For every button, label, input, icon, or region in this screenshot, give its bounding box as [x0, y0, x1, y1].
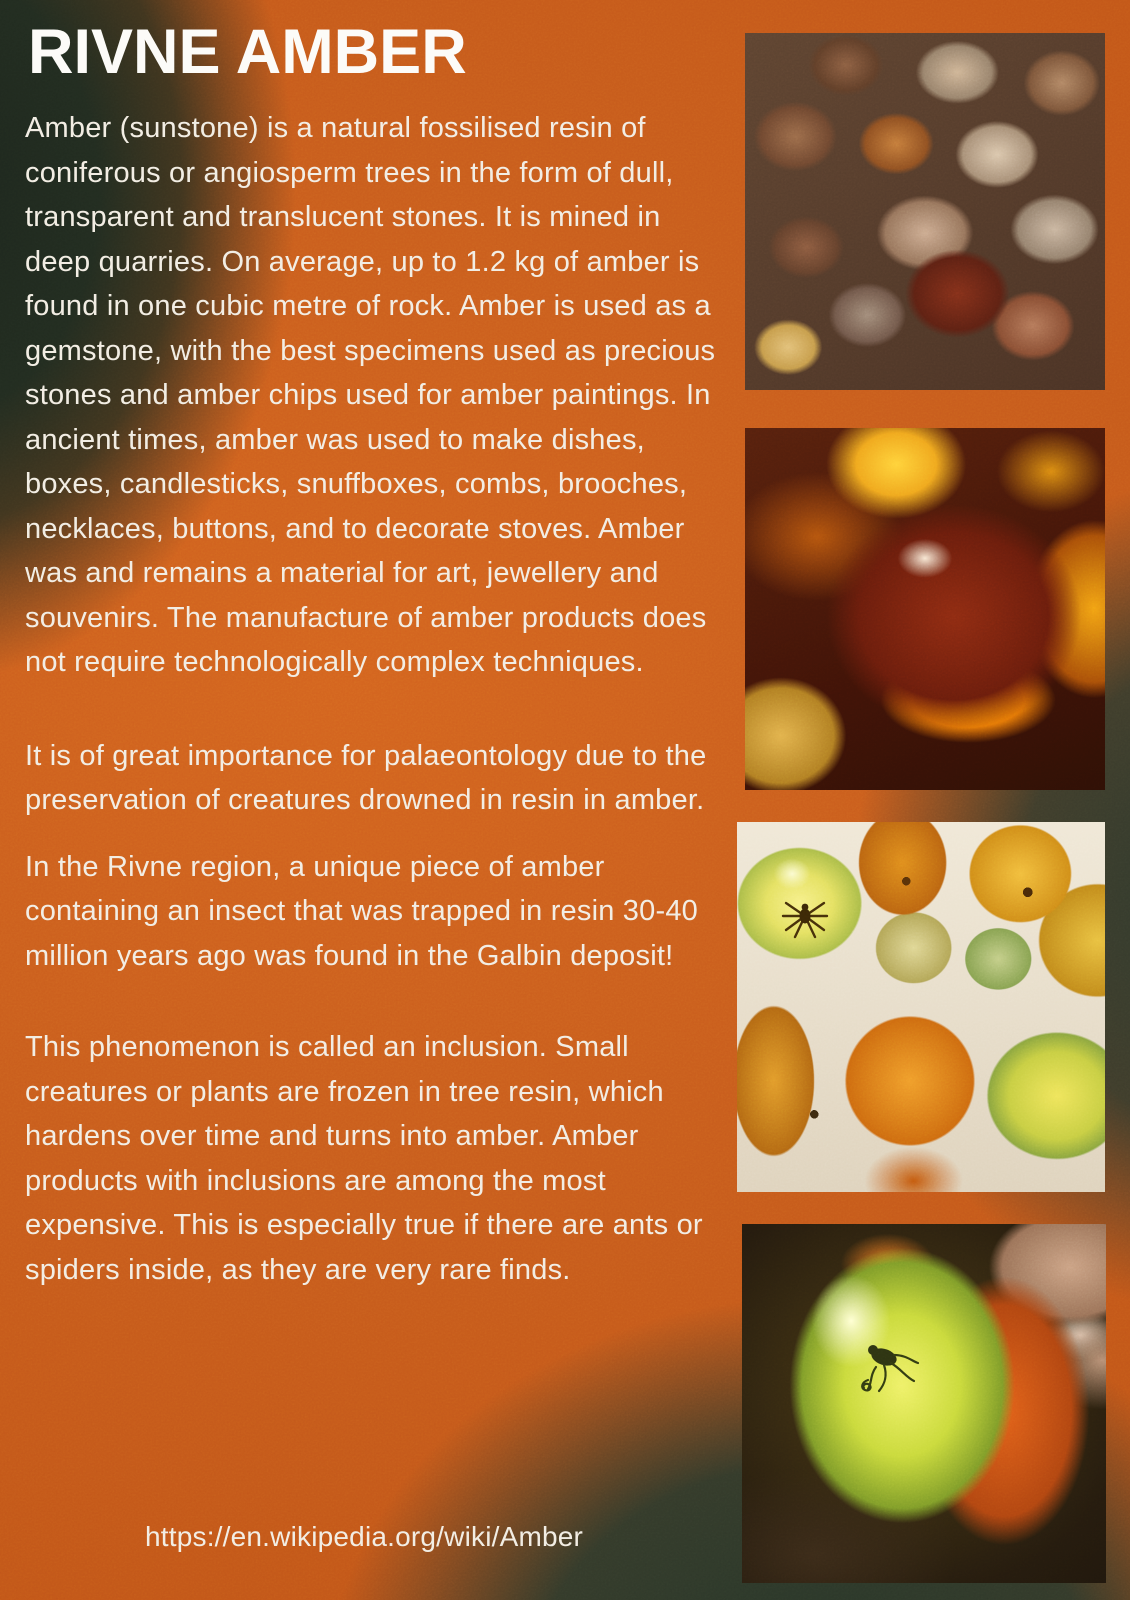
- paragraph-amber-intro: Amber (sunstone) is a natural fossilised resin of coniferous or angiosperm trees in the form of dull, transparent and translucent stones. It is mined in deep quarries. On average, up to 1.2 kg of amber is found in one cubic metre of rock. Amber is used as a gemstone, with the best specimens used as precious stones and amber chips used for amber paintings. In ancient times, amber was used to make dishes, boxes, candlesticks, snuffboxes, combs, brooches, necklaces, buttons, and to decorate stoves. Amber was and remains a material for art, jewellery and souvenirs. The manufacture of amber products does not require technologically complex techniques.: [25, 112, 716, 678]
- fly-inclusion-icon: [844, 1325, 930, 1411]
- polished-amber-closeup-photo: [745, 428, 1105, 790]
- page-title: RIVNE AMBER: [28, 17, 467, 87]
- spider-inclusion-icon: [774, 885, 836, 947]
- paragraph-inclusion: This phenomenon is called an inclusion. Small creatures or plants are frozen in tree resin, which hardens over time and turns into amber. Amber products with inclusions are among the most expensive. This is especially true if there are ants or spiders inside, as they are very rare finds.: [25, 1031, 703, 1286]
- source-url: https://en.wikipedia.org/wiki/Amber: [145, 1521, 584, 1552]
- amber-inclusion-in-hand-photo: [742, 1224, 1106, 1583]
- raw-amber-stones-photo: [745, 33, 1105, 390]
- paragraph-palaeontology: It is of great importance for palaeontology due to the preservation of creatures drowned in resin in amber.: [25, 739, 707, 816]
- amber-insect-inclusions-photo: [737, 822, 1105, 1192]
- text-column: [25, 106, 722, 1292]
- paragraph-rivne-find: In the Rivne region, a unique piece of amber containing an insect that was trapped in resin 30-40 million years ago was found in the Galbin deposit!: [25, 850, 698, 972]
